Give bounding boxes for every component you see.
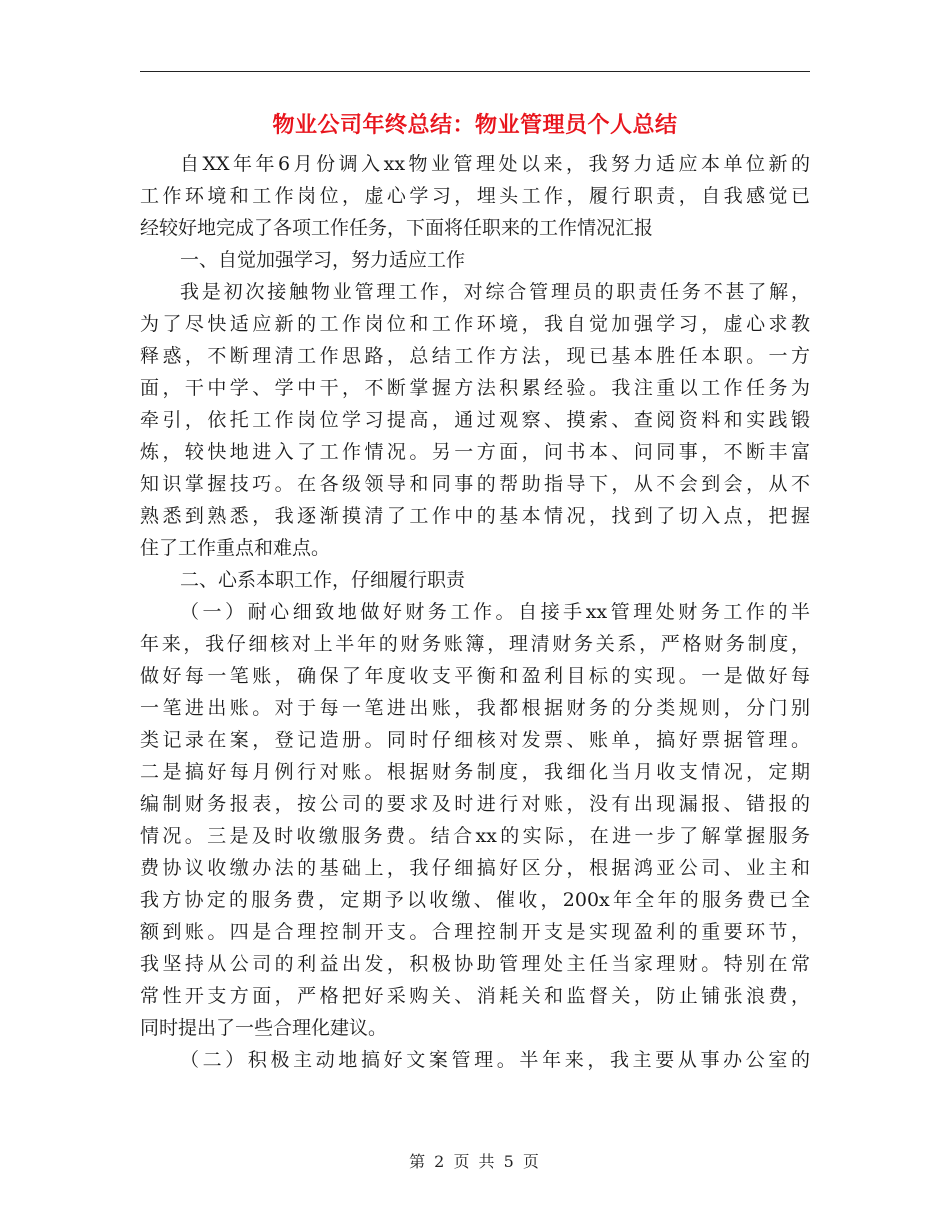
- text-line: 情况。三是及时收缴服务费。结合xx的实际，在进一步了解掌握服务: [140, 825, 810, 847]
- text-line: （二）积极主动地搞好文案管理。半年来，我主要从事办公室的: [180, 1049, 810, 1071]
- text-line: 年来，我仔细核对上半年的财务账簿，理清财务关系，严格财务制度，: [140, 633, 810, 655]
- text-line: （一）耐心细致地做好财务工作。自接手xx管理处财务工作的半: [180, 601, 810, 623]
- text-line: 牵引，依托工作岗位学习提高，通过观察、摸索、查阅资料和实践锻: [140, 409, 810, 431]
- text-line: 为了尽快适应新的工作岗位和工作环境，我自觉加强学习，虚心求教: [140, 313, 810, 335]
- text-line: 同时提出了一些合理化建议。: [140, 1017, 388, 1039]
- text-line: 费协议收缴办法的基础上，我仔细搞好区分，根据鸿亚公司、业主和: [140, 857, 810, 879]
- text-line: 做好每一笔账，确保了年度收支平衡和盈利目标的实现。一是做好每: [140, 665, 810, 687]
- text-line: 类记录在案，登记造册。同时仔细核对发票、账单，搞好票据管理。: [140, 729, 810, 751]
- text-line: 工作环境和工作岗位，虚心学习，埋头工作，履行职责，自我感觉已: [140, 185, 810, 207]
- text-line: 我坚持从公司的利益出发，积极协助管理处主任当家理财。特别在常: [140, 953, 810, 975]
- header-rule: [140, 71, 810, 72]
- text-line: 自XX年年6月份调入xx物业管理处以来，我努力适应本单位新的: [180, 153, 810, 175]
- text-line: 住了工作重点和难点。: [140, 537, 331, 559]
- text-line: 额到账。四是合理控制开支。合理控制开支是实现盈利的重要环节，: [140, 921, 810, 943]
- text-line: 熟悉到熟悉，我逐渐摸清了工作中的基本情况，找到了切入点，把握: [140, 505, 810, 527]
- text-line: 释惑，不断理清工作思路，总结工作方法，现已基本胜任本职。一方: [140, 345, 810, 367]
- text-line: 编制财务报表，按公司的要求及时进行对账，没有出现漏报、错报的: [140, 793, 810, 815]
- text-line: 二、心系本职工作，仔细履行职责: [180, 569, 466, 591]
- document-body: [140, 148, 810, 1076]
- text-line: 一、自觉加强学习，努力适应工作: [180, 249, 466, 271]
- text-line: 二是搞好每月例行对账。根据财务制度，我细化当月收支情况，定期: [140, 761, 810, 783]
- text-line: 知识掌握技巧。在各级领导和同事的帮助指导下，从不会到会，从不: [140, 473, 810, 495]
- text-line: 经较好地完成了各项工作任务，下面将任职来的工作情况汇报: [140, 217, 654, 239]
- text-line: 面，干中学、学中干，不断掌握方法积累经验。我注重以工作任务为: [140, 377, 810, 399]
- document-title: 物业公司年终总结：物业管理员个人总结: [272, 112, 678, 138]
- text-line: 炼，较快地进入了工作情况。另一方面，问书本、问同事，不断丰富: [140, 441, 810, 463]
- text-line: 常性开支方面，严格把好采购关、消耗关和监督关，防止铺张浪费，: [140, 985, 810, 1007]
- text-line: 我是初次接触物业管理工作，对综合管理员的职责任务不甚了解，: [180, 281, 810, 303]
- page-footer: 第 2 页 共 5 页: [409, 1152, 541, 1171]
- text-line: 我方协定的服务费，定期予以收缴、催收，200x年全年的服务费已全: [140, 889, 810, 911]
- text-line: 一笔进出账。对于每一笔进出账，我都根据财务的分类规则，分门别: [140, 697, 810, 719]
